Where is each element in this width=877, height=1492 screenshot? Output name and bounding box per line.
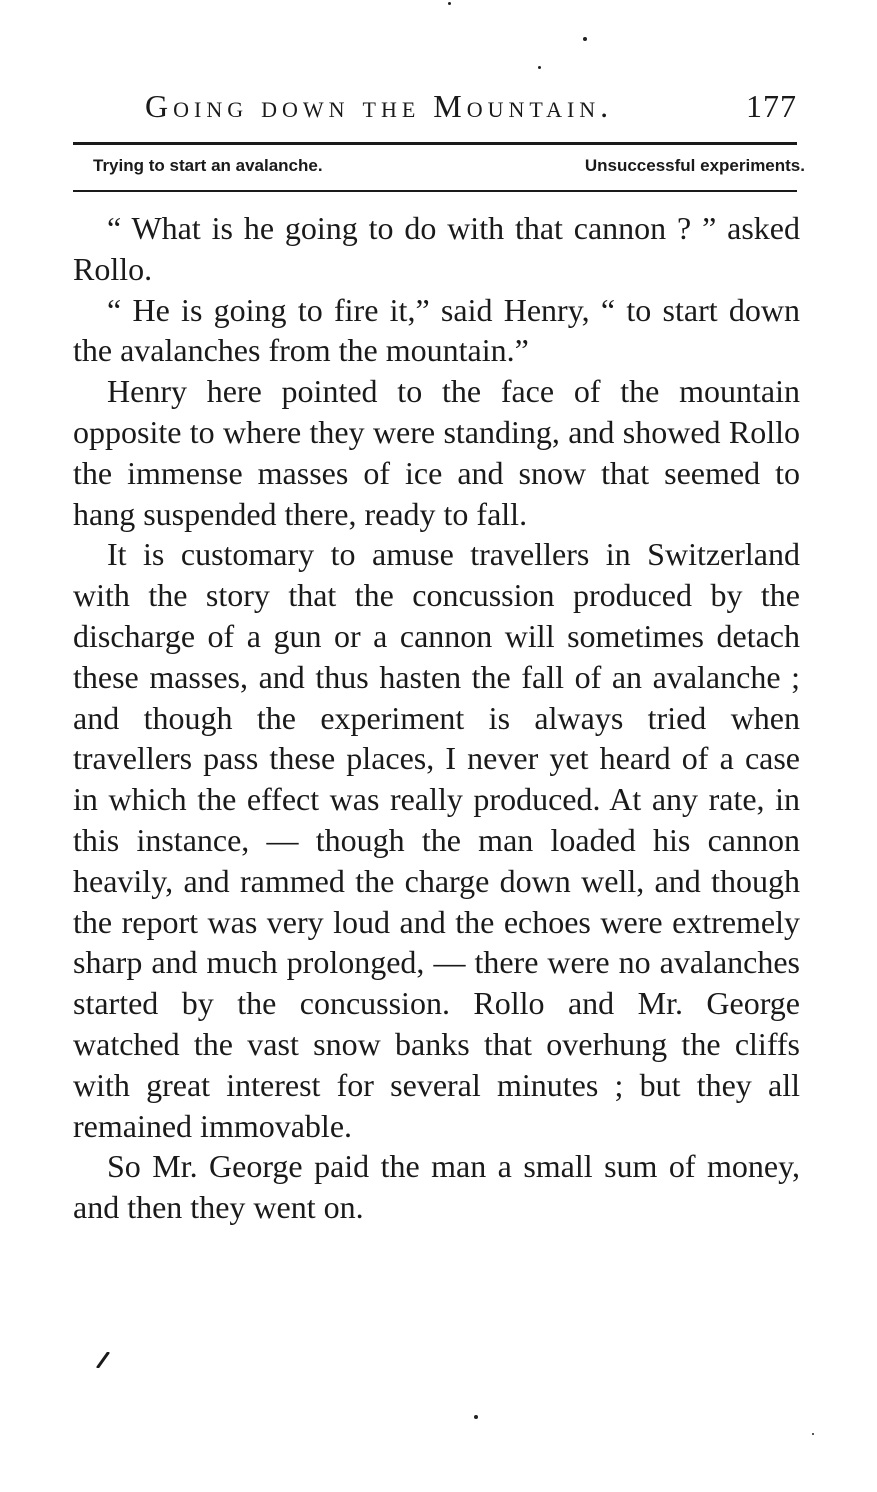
running-head [145, 88, 797, 132]
paragraph: It is customary to amuse travellers in Switzerland with the story that the concussion produced by the discharge of a gun or a cannon will sometimes detach these masses, and thus hasten the fall of an avalanche ; and though the experiment is always tried when travellers pass these places, I never yet heard of a case in which the effect was really produced. At any rate, in this instance, — though the man loaded his cannon heavily, and rammed the charge down well, and though the report was very loud and the echoes were extremely sharp and much prolonged, — there were no avalanches started by the concussion. Rollo and Mr. George watched the vast snow banks that overhung the cliffs with great interest for several minutes ; but they all remained immovable. [73, 536, 800, 1144]
subhead-left: Trying to start an avalanche. [93, 156, 323, 175]
body-text [73, 208, 800, 1228]
paragraph: Henry here pointed to the face of the mountain opposite to where they were standing, and showed Rollo the immense masses of ice and snow that seemed to hang suspended there, ready to fall. [73, 373, 800, 532]
ink-speck [812, 1433, 814, 1435]
subhead-right: Unsuccessful experiments. [584, 156, 805, 175]
header-rule-top [73, 142, 797, 145]
pen-mark-icon [96, 1352, 110, 1368]
running-head-title: Going down the Mountain. [145, 88, 614, 124]
paragraph: So Mr. George paid the man a small sum of money, and then they went on. [73, 1148, 800, 1226]
ink-speck [448, 2, 451, 5]
header-rule-bottom [73, 190, 797, 192]
paragraph: “ What is he going to do with that cannon ? ” asked Rollo. [73, 210, 800, 287]
paragraph: “ He is going to fire it,” said Henry, “ to start down the avalanches from the mountain.” [73, 291, 800, 369]
ink-speck [583, 37, 587, 41]
ink-speck [474, 1415, 478, 1419]
page-number: 177 [746, 88, 797, 124]
section-subheads [93, 156, 805, 182]
ink-speck [538, 66, 541, 69]
